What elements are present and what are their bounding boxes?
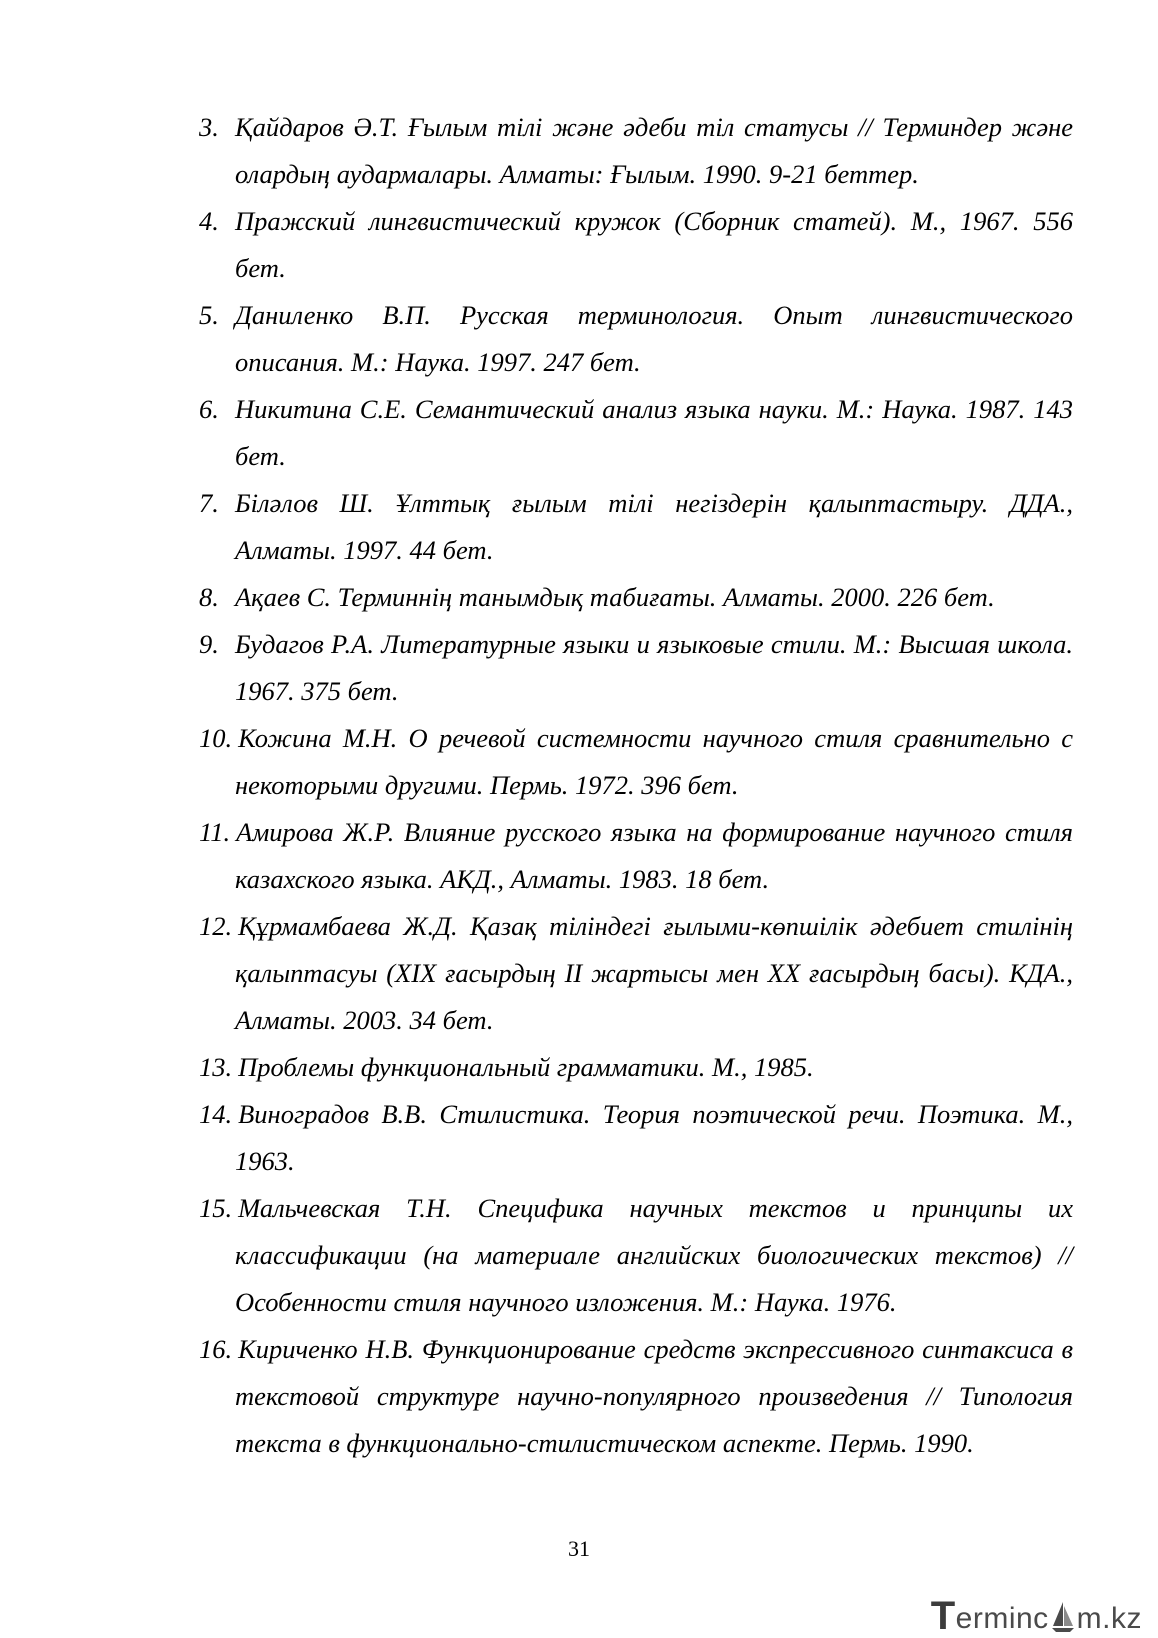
reference-text: Даниленко В.П. Русская терминология. Опыт лингвистического описания. М.: Наука. 1997. 247 бет. bbox=[235, 300, 1073, 377]
reference-text: Құрмамбаева Ж.Д. Қазақ тіліндегі ғылыми-көпшілік әдебиет стилінің қалыптасуы (XIX ғасырдың II жартысы мен XX ғасырдың басы). КДА., Алматы. 2003. 34 бет. bbox=[235, 911, 1073, 1035]
reference-number: 12. bbox=[199, 911, 233, 941]
reference-item bbox=[199, 292, 1073, 386]
reference-text: Кириченко Н.В. Функционирование средств экспрессивного синтаксиса в текстовой структуре научно-популярного произведения // Типология текста в функционально-стилистическом аспекте. Пермь. 1990. bbox=[235, 1334, 1073, 1458]
reference-text: Мальчевская Т.Н. Специфика научных текстов и принципы их классификации (на материале английских биологических текстов) // Особенности стиля научного изложения. М.: Наука. 1976. bbox=[235, 1193, 1073, 1317]
reference-item bbox=[199, 1044, 1073, 1091]
reference-item bbox=[199, 198, 1073, 292]
reference-text: Будагов Р.А. Литературные языки и языковые стили. М.: Высшая школа. 1967. 375 бет. bbox=[235, 629, 1073, 706]
reference-item bbox=[199, 715, 1073, 809]
reference-item bbox=[199, 809, 1073, 903]
reference-number: 16. bbox=[199, 1334, 233, 1364]
reference-number: 14. bbox=[199, 1099, 233, 1129]
reference-number: 6. bbox=[199, 394, 219, 424]
watermark-middle: erminc bbox=[955, 1602, 1049, 1635]
reference-number: 9. bbox=[199, 629, 219, 659]
watermark-end: m.kz bbox=[1076, 1602, 1142, 1635]
reference-text: Ақаев С. Терминнің танымдық табиғаты. Алматы. 2000. 226 бет. bbox=[235, 582, 995, 612]
reference-number: 3. bbox=[199, 112, 219, 142]
reference-item bbox=[199, 1091, 1073, 1185]
reference-text: Кожина М.Н. О речевой системности научного стиля сравнительно с некоторыми другими. Пермь. 1972. 396 бет. bbox=[235, 723, 1073, 800]
reference-text: Никитина С.Е. Семантический анализ языка науки. М.: Наука. 1987. 143 бет. bbox=[235, 394, 1073, 471]
reference-item bbox=[199, 386, 1073, 480]
reference-item bbox=[199, 480, 1073, 574]
reference-text: Қайдаров Ә.Т. Ғылым тілі және әдеби тіл статусы // Терминдер және олардың аудармалары. Алматы: Ғылым. 1990. 9-21 беттер. bbox=[235, 112, 1073, 189]
reference-number: 10. bbox=[199, 723, 233, 753]
reference-text: Амирова Ж.Р. Влияние русского языка на формирование научного стиля казахского языка. АКД., Алматы. 1983. 18 бет. bbox=[235, 817, 1073, 894]
reference-text: Виноградов В.В. Стилистика. Теория поэтической речи. Поэтика. М., 1963. bbox=[235, 1099, 1073, 1176]
reference-item bbox=[199, 903, 1073, 1044]
watermark-initial: T bbox=[930, 1594, 956, 1638]
reference-number: 5. bbox=[199, 300, 219, 330]
reference-item bbox=[199, 104, 1073, 198]
site-watermark bbox=[931, 1596, 1142, 1636]
reference-text: Біләлов Ш. Ұлттық ғылым тілі негіздерін қалыптастыру. ДДА., Алматы. 1997. 44 бет. bbox=[235, 488, 1073, 565]
reference-item bbox=[199, 1185, 1073, 1326]
reference-number: 4. bbox=[199, 206, 219, 236]
sailboat-icon bbox=[1050, 1606, 1076, 1636]
reference-text: Проблемы функциональный грамматики. М., 1985. bbox=[238, 1052, 814, 1082]
page-number: 31 bbox=[568, 1536, 590, 1561]
reference-number: 8. bbox=[199, 582, 219, 612]
reference-text: Пражский лингвистический кружок (Сборник статей). М., 1967. 556 бет. bbox=[235, 206, 1073, 283]
reference-number: 11. bbox=[199, 817, 231, 847]
reference-number: 15. bbox=[199, 1193, 233, 1223]
reference-number: 13. bbox=[199, 1052, 233, 1082]
reference-item bbox=[199, 621, 1073, 715]
reference-item bbox=[199, 574, 1073, 621]
reference-list bbox=[199, 104, 1073, 1467]
reference-item bbox=[199, 1326, 1073, 1467]
reference-number: 7. bbox=[199, 488, 219, 518]
